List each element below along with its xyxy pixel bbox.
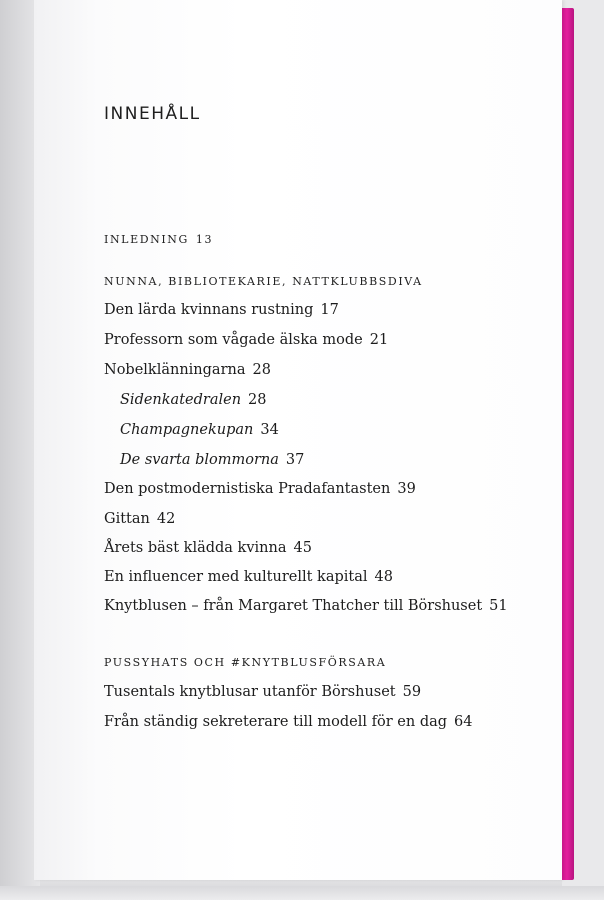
section-label: PUSSYHATS OCH #KNYTBLUSFÖRSARA (104, 656, 387, 669)
page-title: INNEHÅLL (104, 104, 201, 124)
section-label: NUNNA, BIBLIOTEKARIE, NATTKLUBBSDIVA (104, 275, 423, 288)
book-page (34, 0, 562, 880)
toc-entry (104, 540, 312, 556)
entry-title: Champagnekupan (120, 422, 254, 438)
bottom-shadow (0, 886, 604, 900)
page-number: 59 (402, 684, 422, 700)
entry-title: Nobelklänningarna (104, 362, 246, 378)
toc-entry (104, 598, 508, 614)
toc-entry (104, 362, 271, 378)
entry-title: Sidenkatedralen (120, 392, 242, 408)
section-heading-nunna (104, 275, 423, 288)
page-number: 51 (489, 598, 508, 614)
toc-entry (104, 302, 339, 318)
toc-entry (104, 569, 393, 585)
toc-entry (104, 481, 416, 497)
page-number: 34 (260, 422, 279, 438)
page-number: 21 (369, 332, 389, 348)
entry-title: De svarta blommorna (120, 452, 279, 468)
section-heading-pussyhats (104, 656, 386, 669)
entry-title: Tusentals knytblusar utanför Börshuset (104, 684, 396, 700)
entry-title: Årets bäst klädda kvinna (104, 540, 287, 556)
page-number: 45 (293, 540, 312, 556)
toc-subentry (120, 452, 304, 468)
page-number: 42 (156, 511, 176, 527)
entry-title: Knytblusen – från Margaret Thatcher till Börshuset (104, 598, 483, 614)
page-number: 64 (454, 714, 473, 730)
entry-title: Professorn som vågade älska mode (104, 332, 363, 348)
entry-title: En influencer med kulturellt kapital (104, 569, 368, 585)
page-number: 37 (285, 452, 305, 468)
toc-subentry (120, 422, 279, 438)
toc-subentry (120, 392, 266, 408)
toc-entry (104, 332, 388, 348)
page-number: 48 (374, 569, 393, 585)
toc-entry (104, 511, 175, 527)
page-number: 17 (320, 302, 339, 318)
section-heading-inledning (104, 233, 213, 246)
page-number: 28 (248, 392, 267, 408)
toc-entry (104, 684, 421, 700)
book-cover-edge (560, 8, 574, 880)
entry-title: Gittan (104, 511, 150, 527)
entry-title: Den postmodernistiska Pradafantasten (104, 481, 391, 497)
page-number: 13 (195, 233, 214, 246)
entry-title: Den lärda kvinnans rustning (104, 302, 314, 318)
page-number: 39 (397, 481, 416, 497)
section-label: INLEDNING (104, 233, 189, 246)
toc-entry (104, 714, 472, 730)
page-number: 28 (252, 362, 271, 378)
entry-title: Från ständig sekreterare till modell för en dag (104, 714, 448, 730)
